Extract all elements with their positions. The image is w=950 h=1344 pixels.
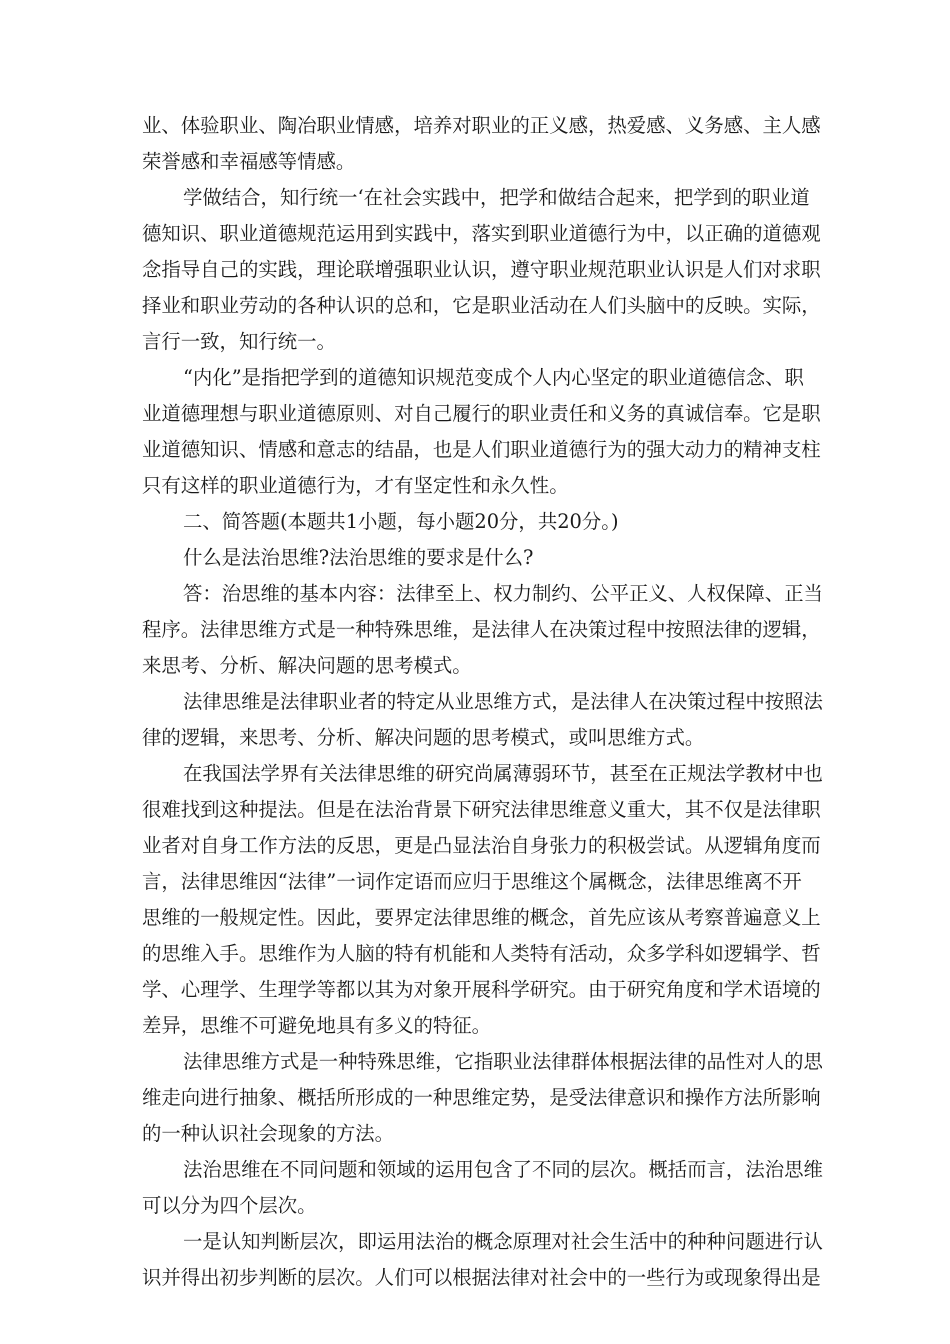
text-line: 在我国法学界有关法律思维的研究尚属薄弱环节，甚至在正规法学教材中也 xyxy=(183,762,823,785)
text-line: 答：治思维的基本内容：法律至上、权力制约、公平正义、人权保障、正当 xyxy=(183,582,823,605)
text-line: 识并得出初步判断的层次。人们可以根据法律对社会中的一些行为或现象得出是 xyxy=(142,1266,821,1289)
text-line: 维走向进行抽象、概括所形成的一种思维定势，是受法律意识和操作方法所影响 xyxy=(142,1086,821,1109)
text-line: 程序。法律思维方式是一种特殊思维，是法律人在决策过程中按照法律的逻辑， xyxy=(142,618,821,641)
text-line: 可以分为四个层次。 xyxy=(142,1194,317,1217)
text-line: 的思维入手。思维作为人脑的特有机能和人类特有活动，众多学科如逻辑学、哲 xyxy=(142,942,821,965)
section-heading: 二、简答题(本题共1小题，每小题20分，共20分。) xyxy=(183,510,619,533)
text-line: 的一种认识社会现象的方法。 xyxy=(142,1122,395,1145)
text-line: 择业和职业劳动的各种认识的总和，它是职业活动在人们头脑中的反映。实际， xyxy=(142,294,821,317)
text-line: 法律思维方式是一种特殊思维，它指职业法律群体根据法律的品性对人的思 xyxy=(183,1050,823,1073)
text-line: 荣誉感和幸福感等情感。 xyxy=(142,150,356,173)
text-line: 业道德理想与职业道德原则、对自己履行的职业责任和义务的真诚信奉。它是职 xyxy=(142,402,821,425)
text-line: 学做结合，知行统一‘在社会实践中，把学和做结合起来，把学到的职业道 xyxy=(183,186,810,209)
text-line: 言，法律思维因“法律”一词作定语而应归于思维这个属概念，法律思维离不开 xyxy=(142,870,802,893)
text-line: 差异，思维不可避免地具有多义的特征。 xyxy=(142,1014,492,1037)
text-line: 思维的一般规定性。因此，要界定法律思维的概念，首先应该从考察普遍意义上 xyxy=(142,906,821,929)
text-line: 言行一致，知行统一。 xyxy=(142,330,336,353)
text-line: “内化”是指把学到的道德知识规范变成个人内心坚定的职业道德信念、职 xyxy=(183,366,804,389)
text-line: 一是认知判断层次，即运用法治的概念原理对社会生活中的种种问题进行认 xyxy=(183,1230,823,1253)
text-line: 法治思维在不同问题和领域的运用包含了不同的层次。概括而言，法治思维 xyxy=(183,1158,823,1181)
text-line: 业者对自身工作方法的反思，更是凸显法治自身张力的积极尝试。从逻辑角度而 xyxy=(142,834,821,857)
text-line: 念指导自己的实践，理论联增强职业认识，遵守职业规范职业认识是人们对求职 xyxy=(142,258,821,281)
text-line: 德知识、职业道德规范运用到实践中，落实到职业道德行为中，以正确的道德观 xyxy=(142,222,821,245)
text-line: 只有这样的职业道德行为，才有坚定性和永久性。 xyxy=(142,474,569,497)
text-line: 业、体验职业、陶冶职业情感，培养对职业的正义感，热爱感、义务感、主人感 xyxy=(142,114,821,137)
text-line: 很难找到这种提法。但是在法治背景下研究法律思维意义重大，其不仅是法律职 xyxy=(142,798,821,821)
text-line: 法律思维是法律职业者的特定从业思维方式，是法律人在决策过程中按照法 xyxy=(183,690,823,713)
text-line: 来思考、分析、解决问题的思考模式。 xyxy=(142,654,472,677)
text-line: 律的逻辑，来思考、分析、解决问题的思考模式，或叫思维方式。 xyxy=(142,726,705,749)
text-line: 学、心理学、生理学等都以其为对象开展科学研究。由于研究角度和学术语境的 xyxy=(142,978,821,1001)
question-text: 什么是法治思维?法治思维的要求是什么? xyxy=(183,546,534,569)
text-line: 业道德知识、情感和意志的结晶，也是人们职业道德行为的强大动力的精神支柱 xyxy=(142,438,821,461)
